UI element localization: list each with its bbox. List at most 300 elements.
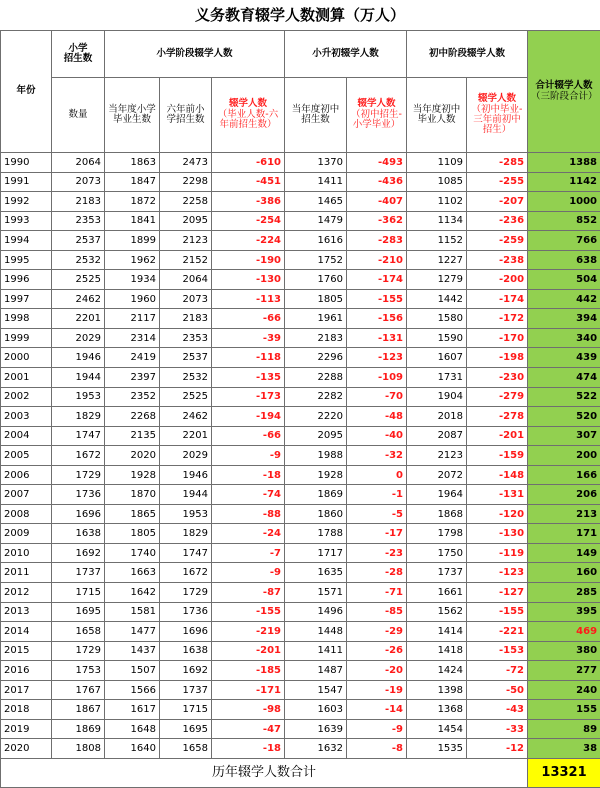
junior-grad-cell[interactable]: 2123 [407,446,467,466]
total-dropout-cell[interactable]: 166 [528,465,600,485]
junior-grad-cell[interactable]: 1580 [407,309,467,329]
primary-dropout-cell[interactable]: -386 [212,192,285,212]
primary-enroll-6y-cell[interactable]: 2095 [160,211,212,231]
primary-enroll-6y-cell[interactable]: 1729 [160,583,212,603]
primary-grad-cell[interactable]: 1847 [105,172,160,192]
year-cell[interactable]: 1990 [1,153,52,173]
transition-dropout-cell[interactable]: -26 [347,641,407,661]
primary-enroll-count-cell[interactable]: 1729 [52,465,105,485]
primary-enroll-count-cell[interactable]: 2183 [52,192,105,212]
primary-enroll-count-cell[interactable]: 2201 [52,309,105,329]
primary-dropout-cell[interactable]: -47 [212,719,285,739]
transition-dropout-cell[interactable]: -156 [347,309,407,329]
junior-dropout-header[interactable] [467,78,528,153]
transition-dropout-cell[interactable]: -155 [347,289,407,309]
year-cell[interactable]: 2015 [1,641,52,661]
primary-dropout-cell[interactable]: -66 [212,426,285,446]
transition-dropout-cell[interactable]: -71 [347,583,407,603]
junior-dropout-cell[interactable]: -198 [467,348,528,368]
transition-dropout-cell[interactable]: -40 [347,426,407,446]
total-dropout-cell[interactable]: 206 [528,485,600,505]
primary-enroll-6y-cell[interactable]: 1695 [160,719,212,739]
primary-grad-cell[interactable]: 1437 [105,641,160,661]
total-dropout-cell[interactable]: 200 [528,446,600,466]
junior-dropout-cell[interactable]: -279 [467,387,528,407]
junior-enroll-cell[interactable]: 1635 [285,563,347,583]
junior-dropout-cell[interactable]: -155 [467,602,528,622]
total-dropout-cell[interactable]: 1142 [528,172,600,192]
junior-dropout-cell[interactable]: -285 [467,153,528,173]
primary-enroll-6y-cell[interactable]: 1737 [160,680,212,700]
junior-grad-cell[interactable]: 1868 [407,504,467,524]
junior-grad-cell[interactable]: 1368 [407,700,467,720]
primary-grad-cell[interactable]: 1566 [105,680,160,700]
primary-grad-cell[interactable]: 2419 [105,348,160,368]
junior-dropout-cell[interactable]: -72 [467,661,528,681]
primary-dropout-cell[interactable]: -173 [212,387,285,407]
junior-dropout-cell[interactable]: -148 [467,465,528,485]
primary-grad-cell[interactable]: 1863 [105,153,160,173]
junior-grad-cell[interactable]: 1750 [407,543,467,563]
total-dropout-cell[interactable]: 394 [528,309,600,329]
total-dropout-cell[interactable]: 766 [528,231,600,251]
primary-dropout-cell[interactable]: -18 [212,465,285,485]
primary-enroll-6y-cell[interactable]: 1715 [160,700,212,720]
primary-enroll-count-cell[interactable]: 1696 [52,504,105,524]
primary-enroll-6y-cell[interactable]: 2298 [160,172,212,192]
total-dropout-cell[interactable]: 89 [528,719,600,739]
total-dropout-cell[interactable]: 149 [528,543,600,563]
year-cell[interactable]: 2010 [1,543,52,563]
transition-dropout-cell[interactable]: -362 [347,211,407,231]
primary-grad-cell[interactable]: 2314 [105,328,160,348]
primary-grad-cell[interactable]: 1872 [105,192,160,212]
primary-enroll-count-cell[interactable]: 2073 [52,172,105,192]
junior-grad-cell[interactable]: 1227 [407,250,467,270]
transition-dropout-cell[interactable]: -28 [347,563,407,583]
primary-enroll-6y-cell[interactable]: 2073 [160,289,212,309]
junior-dropout-cell[interactable]: -153 [467,641,528,661]
year-cell[interactable]: 2009 [1,524,52,544]
year-cell[interactable]: 1993 [1,211,52,231]
primary-enroll-6y-cell[interactable]: 1829 [160,524,212,544]
total-dropout-cell[interactable]: 1000 [528,192,600,212]
count-header[interactable]: 数量 [52,78,105,153]
primary-stage-header[interactable]: 小学阶段辍学人数 [105,31,285,78]
primary-enroll-count-cell[interactable]: 1672 [52,446,105,466]
junior-enroll-header[interactable]: 当年度初中招生数 [285,78,347,153]
transition-dropout-cell[interactable]: -70 [347,387,407,407]
year-cell[interactable]: 2020 [1,739,52,759]
junior-enroll-cell[interactable]: 1616 [285,231,347,251]
junior-dropout-cell[interactable]: -43 [467,700,528,720]
junior-grad-cell[interactable]: 1152 [407,231,467,251]
transition-dropout-cell[interactable]: -1 [347,485,407,505]
junior-dropout-cell[interactable]: -278 [467,407,528,427]
total-dropout-cell[interactable]: 522 [528,387,600,407]
junior-enroll-cell[interactable]: 2183 [285,328,347,348]
total-dropout-cell[interactable]: 474 [528,368,600,388]
primary-dropout-cell[interactable]: -155 [212,602,285,622]
primary-enroll-6y-cell[interactable]: 2201 [160,426,212,446]
junior-grad-cell[interactable]: 1085 [407,172,467,192]
junior-grad-cell[interactable]: 1418 [407,641,467,661]
transition-dropout-cell[interactable]: -210 [347,250,407,270]
transition-dropout-header[interactable] [347,78,407,153]
primary-enroll-count-cell[interactable]: 2462 [52,289,105,309]
primary-enroll-6y-cell[interactable]: 1638 [160,641,212,661]
junior-dropout-cell[interactable]: -170 [467,328,528,348]
transition-dropout-cell[interactable]: -85 [347,602,407,622]
primary-grad-cell[interactable]: 2352 [105,387,160,407]
primary-dropout-cell[interactable]: -74 [212,485,285,505]
junior-enroll-cell[interactable]: 1788 [285,524,347,544]
primary-dropout-cell[interactable]: -610 [212,153,285,173]
junior-grad-cell[interactable]: 1737 [407,563,467,583]
primary-dropout-cell[interactable]: -190 [212,250,285,270]
primary-enroll-6y-cell[interactable]: 2353 [160,328,212,348]
junior-enroll-cell[interactable]: 2296 [285,348,347,368]
year-cell[interactable]: 1992 [1,192,52,212]
primary-grad-cell[interactable]: 1740 [105,543,160,563]
junior-grad-cell[interactable]: 1661 [407,583,467,603]
primary-enroll-6y-cell[interactable]: 2258 [160,192,212,212]
total-dropout-cell[interactable]: 395 [528,602,600,622]
year-header[interactable]: 年份 [1,31,52,153]
year-cell[interactable]: 2004 [1,426,52,446]
primary-enroll-6y-cell[interactable]: 2532 [160,368,212,388]
primary-dropout-cell[interactable]: -224 [212,231,285,251]
primary-enroll-6y-cell[interactable]: 1747 [160,543,212,563]
year-cell[interactable]: 2011 [1,563,52,583]
junior-grad-cell[interactable]: 1535 [407,739,467,759]
primary-enroll-count-cell[interactable]: 1692 [52,543,105,563]
transition-dropout-cell[interactable]: -32 [347,446,407,466]
transition-dropout-cell[interactable]: -9 [347,719,407,739]
primary-enroll-group-header[interactable]: 小学 招生数 [52,31,105,78]
transition-dropout-cell[interactable]: -436 [347,172,407,192]
junior-enroll-cell[interactable]: 2288 [285,368,347,388]
primary-enroll-6y-cell[interactable]: 1692 [160,661,212,681]
junior-grad-cell[interactable]: 1109 [407,153,467,173]
primary-dropout-cell[interactable]: -135 [212,368,285,388]
total-dropout-cell[interactable]: 638 [528,250,600,270]
primary-enroll-6y-cell[interactable]: 1672 [160,563,212,583]
transition-dropout-cell[interactable]: -283 [347,231,407,251]
primary-enroll-count-cell[interactable]: 1829 [52,407,105,427]
junior-enroll-cell[interactable]: 1717 [285,543,347,563]
year-cell[interactable]: 2007 [1,485,52,505]
primary-enroll-count-cell[interactable]: 1946 [52,348,105,368]
primary-enroll-6y-cell[interactable]: 2183 [160,309,212,329]
year-cell[interactable]: 2016 [1,661,52,681]
primary-enroll-6y-cell[interactable]: 2537 [160,348,212,368]
primary-enroll-6y-header[interactable]: 六年前小学招生数 [160,78,212,153]
primary-enroll-count-cell[interactable]: 1869 [52,719,105,739]
total-dropout-cell[interactable]: 213 [528,504,600,524]
year-cell[interactable]: 2008 [1,504,52,524]
primary-grad-cell[interactable]: 1617 [105,700,160,720]
year-cell[interactable]: 2017 [1,680,52,700]
primary-dropout-cell[interactable]: -185 [212,661,285,681]
primary-grad-cell[interactable]: 1640 [105,739,160,759]
junior-dropout-cell[interactable]: -230 [467,368,528,388]
primary-dropout-cell[interactable]: -66 [212,309,285,329]
primary-dropout-cell[interactable]: -9 [212,446,285,466]
year-cell[interactable]: 1996 [1,270,52,290]
primary-enroll-count-cell[interactable]: 1767 [52,680,105,700]
year-cell[interactable]: 2000 [1,348,52,368]
junior-grad-cell[interactable]: 1964 [407,485,467,505]
total-dropout-cell[interactable]: 852 [528,211,600,231]
primary-enroll-6y-cell[interactable]: 1736 [160,602,212,622]
junior-grad-cell[interactable]: 1798 [407,524,467,544]
primary-grad-cell[interactable]: 1899 [105,231,160,251]
transition-dropout-cell[interactable]: -29 [347,622,407,642]
junior-grad-cell[interactable]: 1904 [407,387,467,407]
total-dropout-cell[interactable]: 240 [528,680,600,700]
junior-grad-cell[interactable]: 1562 [407,602,467,622]
junior-grad-cell[interactable]: 2087 [407,426,467,446]
junior-grad-cell[interactable]: 1279 [407,270,467,290]
primary-dropout-cell[interactable]: -171 [212,680,285,700]
primary-enroll-6y-cell[interactable]: 2152 [160,250,212,270]
junior-grad-cell[interactable]: 1414 [407,622,467,642]
junior-grad-cell[interactable]: 1590 [407,328,467,348]
primary-grad-header[interactable]: 当年度小学毕业生数 [105,78,160,153]
transition-dropout-cell[interactable]: -109 [347,368,407,388]
primary-enroll-count-cell[interactable]: 2064 [52,153,105,173]
junior-dropout-cell[interactable]: -119 [467,543,528,563]
transition-dropout-cell[interactable]: -131 [347,328,407,348]
primary-grad-cell[interactable]: 1960 [105,289,160,309]
transition-dropout-cell[interactable]: -174 [347,270,407,290]
primary-enroll-6y-cell[interactable]: 2462 [160,407,212,427]
year-cell[interactable]: 2002 [1,387,52,407]
primary-enroll-count-cell[interactable]: 1715 [52,583,105,603]
junior-grad-cell[interactable]: 1134 [407,211,467,231]
primary-enroll-count-cell[interactable]: 2532 [52,250,105,270]
junior-enroll-cell[interactable]: 1928 [285,465,347,485]
total-header[interactable] [528,31,600,153]
primary-enroll-count-cell[interactable]: 1737 [52,563,105,583]
junior-dropout-cell[interactable]: -33 [467,719,528,739]
total-dropout-cell[interactable]: 380 [528,641,600,661]
primary-enroll-count-cell[interactable]: 1953 [52,387,105,407]
year-cell[interactable]: 2014 [1,622,52,642]
junior-dropout-cell[interactable]: -123 [467,563,528,583]
primary-enroll-count-cell[interactable]: 1808 [52,739,105,759]
transition-dropout-cell[interactable]: -48 [347,407,407,427]
primary-enroll-6y-cell[interactable]: 1944 [160,485,212,505]
transition-dropout-cell[interactable]: -123 [347,348,407,368]
total-dropout-cell[interactable]: 439 [528,348,600,368]
junior-stage-header[interactable]: 初中阶段辍学人数 [407,31,528,78]
year-cell[interactable]: 1995 [1,250,52,270]
junior-enroll-cell[interactable]: 1961 [285,309,347,329]
year-cell[interactable]: 1991 [1,172,52,192]
transition-header[interactable]: 小升初辍学人数 [285,31,407,78]
primary-dropout-cell[interactable]: -24 [212,524,285,544]
year-cell[interactable]: 1994 [1,231,52,251]
primary-dropout-cell[interactable]: -18 [212,739,285,759]
primary-enroll-count-cell[interactable]: 2525 [52,270,105,290]
primary-grad-cell[interactable]: 1507 [105,661,160,681]
primary-enroll-count-cell[interactable]: 2029 [52,328,105,348]
primary-enroll-count-cell[interactable]: 1753 [52,661,105,681]
junior-grad-cell[interactable]: 1454 [407,719,467,739]
junior-dropout-cell[interactable]: -130 [467,524,528,544]
junior-enroll-cell[interactable]: 1760 [285,270,347,290]
junior-enroll-cell[interactable]: 1370 [285,153,347,173]
primary-dropout-header[interactable] [212,78,285,153]
primary-enroll-6y-cell[interactable]: 2525 [160,387,212,407]
primary-dropout-cell[interactable]: -451 [212,172,285,192]
total-dropout-cell[interactable]: 1388 [528,153,600,173]
junior-enroll-cell[interactable]: 1571 [285,583,347,603]
primary-enroll-count-cell[interactable]: 2537 [52,231,105,251]
junior-grad-cell[interactable]: 1442 [407,289,467,309]
year-cell[interactable]: 2005 [1,446,52,466]
year-cell[interactable]: 1997 [1,289,52,309]
grand-total-cell[interactable]: 13321 [528,758,600,787]
primary-enroll-6y-cell[interactable]: 1953 [160,504,212,524]
junior-dropout-cell[interactable]: -201 [467,426,528,446]
transition-dropout-cell[interactable]: -14 [347,700,407,720]
junior-dropout-cell[interactable]: -120 [467,504,528,524]
footer-label[interactable]: 历年辍学人数合计 [1,758,528,787]
primary-grad-cell[interactable]: 1870 [105,485,160,505]
primary-grad-cell[interactable]: 1581 [105,602,160,622]
junior-dropout-cell[interactable]: -12 [467,739,528,759]
transition-dropout-cell[interactable]: -5 [347,504,407,524]
primary-dropout-cell[interactable]: -9 [212,563,285,583]
primary-dropout-cell[interactable]: -88 [212,504,285,524]
junior-grad-cell[interactable]: 2018 [407,407,467,427]
year-cell[interactable]: 2013 [1,602,52,622]
primary-grad-cell[interactable]: 1841 [105,211,160,231]
junior-grad-cell[interactable]: 1731 [407,368,467,388]
junior-enroll-cell[interactable]: 1448 [285,622,347,642]
total-dropout-cell[interactable]: 285 [528,583,600,603]
junior-enroll-cell[interactable]: 2282 [285,387,347,407]
primary-dropout-cell[interactable]: -219 [212,622,285,642]
total-dropout-cell[interactable]: 469 [528,622,600,642]
primary-grad-cell[interactable]: 1928 [105,465,160,485]
transition-dropout-cell[interactable]: -19 [347,680,407,700]
junior-dropout-cell[interactable]: -255 [467,172,528,192]
transition-dropout-cell[interactable]: -17 [347,524,407,544]
junior-enroll-cell[interactable]: 1496 [285,602,347,622]
year-cell[interactable]: 2012 [1,583,52,603]
primary-enroll-6y-cell[interactable]: 2064 [160,270,212,290]
primary-enroll-6y-cell[interactable]: 1658 [160,739,212,759]
transition-dropout-cell[interactable]: -23 [347,543,407,563]
primary-grad-cell[interactable]: 1642 [105,583,160,603]
primary-enroll-count-cell[interactable]: 2353 [52,211,105,231]
total-dropout-cell[interactable]: 442 [528,289,600,309]
junior-grad-cell[interactable]: 1607 [407,348,467,368]
transition-dropout-cell[interactable]: -8 [347,739,407,759]
junior-grad-cell[interactable]: 1424 [407,661,467,681]
junior-enroll-cell[interactable]: 1805 [285,289,347,309]
year-cell[interactable]: 1999 [1,328,52,348]
junior-enroll-cell[interactable]: 1547 [285,680,347,700]
primary-grad-cell[interactable]: 2135 [105,426,160,446]
junior-dropout-cell[interactable]: -200 [467,270,528,290]
junior-dropout-cell[interactable]: -50 [467,680,528,700]
primary-enroll-count-cell[interactable]: 1658 [52,622,105,642]
junior-enroll-cell[interactable]: 1465 [285,192,347,212]
junior-enroll-cell[interactable]: 1639 [285,719,347,739]
junior-enroll-cell[interactable]: 1411 [285,641,347,661]
junior-enroll-cell[interactable]: 2095 [285,426,347,446]
primary-grad-cell[interactable]: 2020 [105,446,160,466]
primary-grad-cell[interactable]: 1805 [105,524,160,544]
primary-enroll-6y-cell[interactable]: 2123 [160,231,212,251]
primary-enroll-count-cell[interactable]: 1736 [52,485,105,505]
junior-grad-cell[interactable]: 1102 [407,192,467,212]
primary-grad-cell[interactable]: 1962 [105,250,160,270]
primary-grad-cell[interactable]: 2268 [105,407,160,427]
primary-dropout-cell[interactable]: -39 [212,328,285,348]
primary-enroll-count-cell[interactable]: 1638 [52,524,105,544]
total-dropout-cell[interactable]: 340 [528,328,600,348]
transition-dropout-cell[interactable]: 0 [347,465,407,485]
junior-dropout-cell[interactable]: -259 [467,231,528,251]
junior-dropout-cell[interactable]: -174 [467,289,528,309]
junior-dropout-cell[interactable]: -236 [467,211,528,231]
junior-dropout-cell[interactable]: -221 [467,622,528,642]
primary-dropout-cell[interactable]: -201 [212,641,285,661]
junior-enroll-cell[interactable]: 1632 [285,739,347,759]
junior-dropout-cell[interactable]: -131 [467,485,528,505]
junior-enroll-cell[interactable]: 1603 [285,700,347,720]
junior-grad-header[interactable]: 当年度初中毕业人数 [407,78,467,153]
year-cell[interactable]: 1998 [1,309,52,329]
primary-enroll-count-cell[interactable]: 1867 [52,700,105,720]
total-dropout-cell[interactable]: 520 [528,407,600,427]
primary-enroll-6y-cell[interactable]: 2029 [160,446,212,466]
junior-dropout-cell[interactable]: -207 [467,192,528,212]
primary-grad-cell[interactable]: 1648 [105,719,160,739]
primary-enroll-count-cell[interactable]: 1944 [52,368,105,388]
primary-dropout-cell[interactable]: -118 [212,348,285,368]
junior-dropout-cell[interactable]: -159 [467,446,528,466]
primary-dropout-cell[interactable]: -130 [212,270,285,290]
primary-enroll-6y-cell[interactable]: 2473 [160,153,212,173]
primary-dropout-cell[interactable]: -113 [212,289,285,309]
primary-grad-cell[interactable]: 1477 [105,622,160,642]
year-cell[interactable]: 2006 [1,465,52,485]
total-dropout-cell[interactable]: 171 [528,524,600,544]
primary-enroll-6y-cell[interactable]: 1696 [160,622,212,642]
primary-dropout-cell[interactable]: -194 [212,407,285,427]
primary-dropout-cell[interactable]: -87 [212,583,285,603]
year-cell[interactable]: 2019 [1,719,52,739]
transition-dropout-cell[interactable]: -493 [347,153,407,173]
total-dropout-cell[interactable]: 160 [528,563,600,583]
junior-enroll-cell[interactable]: 1479 [285,211,347,231]
year-cell[interactable]: 2001 [1,368,52,388]
junior-enroll-cell[interactable]: 2220 [285,407,347,427]
primary-dropout-cell[interactable]: -7 [212,543,285,563]
total-dropout-cell[interactable]: 38 [528,739,600,759]
total-dropout-cell[interactable]: 277 [528,661,600,681]
junior-enroll-cell[interactable]: 1988 [285,446,347,466]
junior-enroll-cell[interactable]: 1860 [285,504,347,524]
junior-enroll-cell[interactable]: 1411 [285,172,347,192]
